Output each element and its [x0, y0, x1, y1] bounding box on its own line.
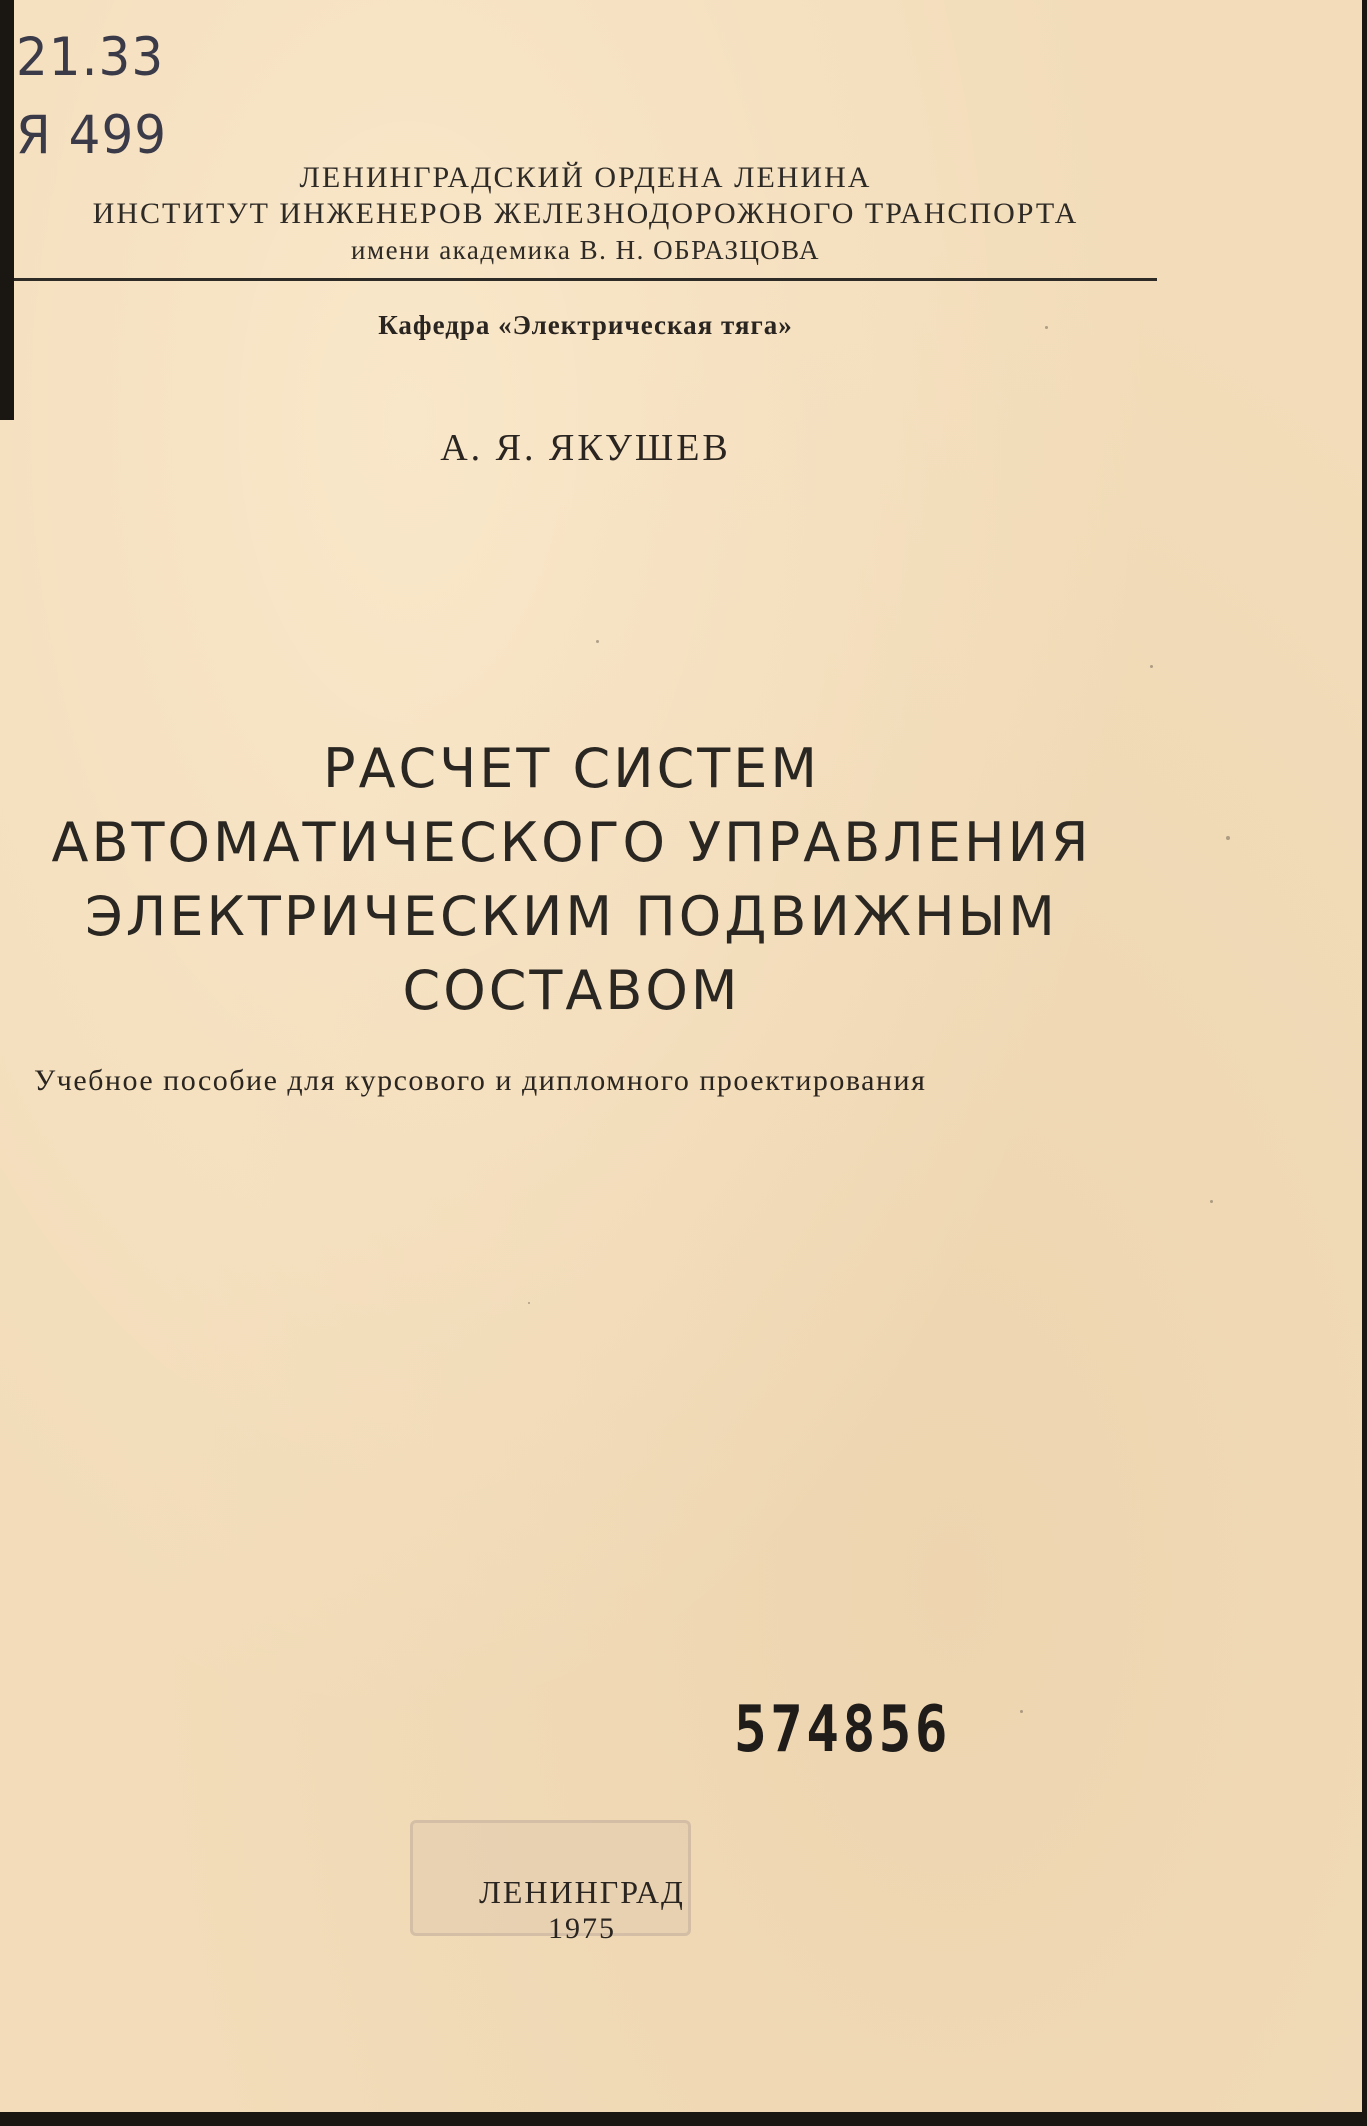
- department: Кафедра «Электрическая тяга»: [14, 310, 1157, 341]
- title-line2: АВТОМАТИЧЕСКОГО УПРАВЛЕНИЯ: [0, 806, 1143, 880]
- subtitle: Учебное пособие для курсового и дипломного проектирования: [34, 1064, 926, 1098]
- institution-line2: ИНСТИТУТ ИНЖЕНЕРОВ ЖЕЛЕЗНОДОРОЖНОГО ТРАНСПОРТА: [14, 196, 1157, 232]
- title-line3: ЭЛЕКТРИЧЕСКИМ ПОДВИЖНЫМ: [0, 880, 1143, 954]
- scan-border-bottom: [0, 2114, 1367, 2126]
- institution-header: [14, 160, 1157, 268]
- imprint-year: 1975: [410, 1912, 754, 1946]
- call-number-line1: 21.33: [16, 27, 164, 88]
- imprint-city: ЛЕНИНГРАД: [410, 1874, 754, 1911]
- title-line4: СОСТАВОМ: [0, 954, 1143, 1028]
- call-number-line2: Я 499: [16, 105, 167, 166]
- inventory-number: 574856: [734, 1693, 951, 1767]
- header-divider: [14, 278, 1157, 281]
- institution-line1: ЛЕНИНГРАДСКИЙ ОРДЕНА ЛЕНИНА: [14, 160, 1157, 196]
- institution-line3: имени академика В. Н. ОБРАЗЦОВА: [14, 232, 1157, 268]
- book-title: [0, 732, 1143, 1028]
- scan-border-right: [1362, 0, 1367, 2119]
- title-line1: РАСЧЕТ СИСТЕМ: [0, 732, 1143, 806]
- binding-shadow-left: [0, 0, 14, 420]
- author: А. Я. ЯКУШЕВ: [14, 426, 1157, 470]
